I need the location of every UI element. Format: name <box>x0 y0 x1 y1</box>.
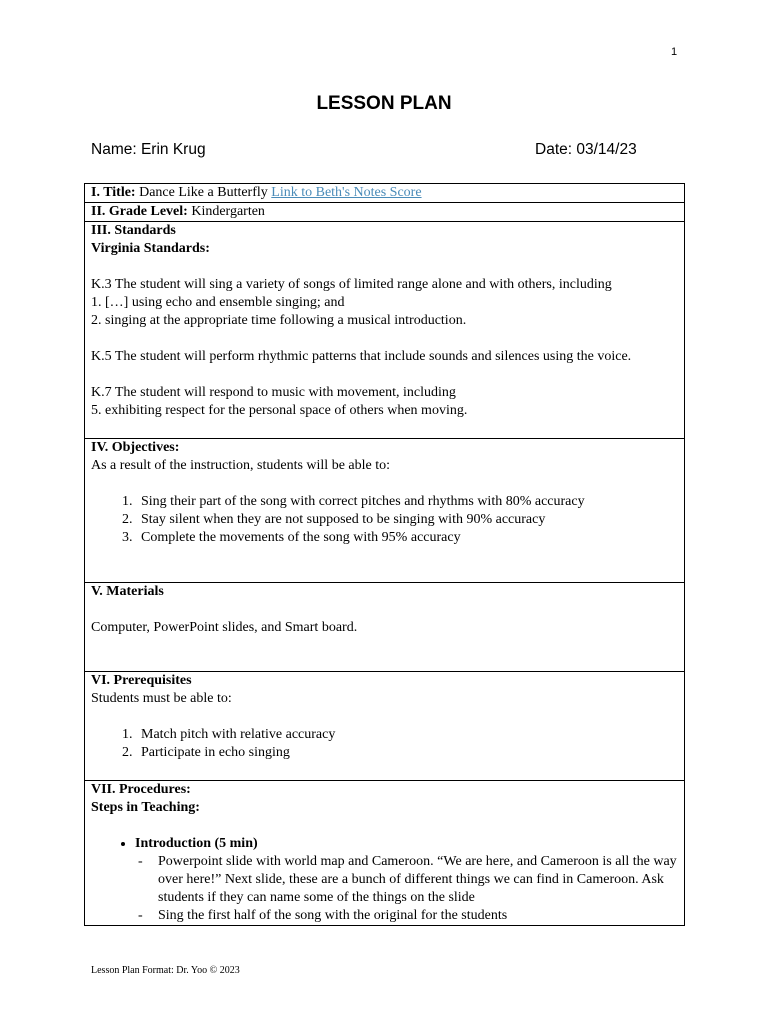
procedures-sublabel: Steps in Teaching: <box>91 800 200 815</box>
lesson-plan-table <box>84 183 685 926</box>
prerequisites-row <box>85 672 685 781</box>
prerequisites-label: VI. Prerequisites <box>91 673 192 688</box>
name-line: Name: Erin Krug <box>91 141 206 158</box>
grade-row <box>85 203 685 222</box>
objective-item: 2. Stay silent when they are not supposed to be singing with 90% accuracy <box>136 511 678 529</box>
procedure-bullet <box>135 835 678 925</box>
grade-value: Kindergarten <box>191 204 265 219</box>
grade-label: II. Grade Level: <box>91 204 188 219</box>
standard-k5: K.5 The student will perform rhythmic patterns that include sounds and silences using the voice. <box>91 349 632 364</box>
materials-text: Computer, PowerPoint slides, and Smart board. <box>91 620 358 635</box>
lesson-title: Dance Like a Butterfly <box>139 185 268 200</box>
title-cell <box>85 184 685 203</box>
procedures-label: VII. Procedures: <box>91 782 191 797</box>
materials-label: V. Materials <box>91 584 164 599</box>
page-number: 1 <box>671 46 678 58</box>
procedures-row <box>85 781 685 926</box>
standard-k7-item: 5. exhibiting respect for the personal space of others when moving. <box>91 403 468 418</box>
procedure-steps <box>135 853 678 925</box>
materials-row <box>85 583 685 672</box>
standards-label: III. Standards <box>91 223 176 238</box>
prerequisites-cell <box>85 672 685 781</box>
procedures-list <box>91 835 678 925</box>
prerequisites-intro: Students must be able to: <box>91 691 232 706</box>
date-line: Date: 03/14/23 <box>535 141 637 158</box>
prerequisites-list <box>91 726 678 762</box>
page-title: LESSON PLAN <box>316 93 452 114</box>
objective-item: 3. Complete the movements of the song with 95% accuracy <box>136 529 678 547</box>
prerequisite-item: 2. Participate in echo singing <box>136 744 678 762</box>
procedure-heading: Introduction (5 min) <box>135 836 258 851</box>
standard-k3: K.3 The student will sing a variety of songs of limited range alone and with others, including <box>91 277 612 292</box>
objectives-list <box>91 493 678 547</box>
procedures-cell <box>85 781 685 926</box>
standard-k3-item: 2. singing at the appropriate time following a musical introduction. <box>91 313 467 328</box>
objectives-row <box>85 439 685 583</box>
objectives-cell <box>85 439 685 583</box>
materials-cell <box>85 583 685 672</box>
prerequisite-item: 1. Match pitch with relative accuracy <box>136 726 678 744</box>
procedure-step: - Powerpoint slide with world map and Cameroon. “We are here, and Cameroon is all the way over here!” Next slide, these are a bunch of different things we can find in Cameroon. Ask students if they can name some of the things on the slide <box>158 853 678 907</box>
standards-cell <box>85 222 685 439</box>
standard-k3-item: 1. […] using echo and ensemble singing; and <box>91 295 345 310</box>
title-row <box>85 184 685 203</box>
objective-item: 1. Sing their part of the song with correct pitches and rhythms with 80% accuracy <box>136 493 678 511</box>
objectives-intro: As a result of the instruction, students will be able to: <box>91 458 391 473</box>
objectives-label: IV. Objectives: <box>91 440 180 455</box>
grade-cell <box>85 203 685 222</box>
score-link[interactable]: Link to Beth's Notes Score <box>271 185 422 200</box>
title-label: I. Title: <box>91 185 136 200</box>
footer: Lesson Plan Format: Dr. Yoo © 2023 <box>91 965 240 976</box>
standards-sublabel: Virginia Standards: <box>91 241 210 256</box>
procedure-step: - Sing the first half of the song with the original for the students <box>158 907 678 925</box>
standard-k7: K.7 The student will respond to music with movement, including <box>91 385 456 400</box>
standards-row <box>85 222 685 439</box>
